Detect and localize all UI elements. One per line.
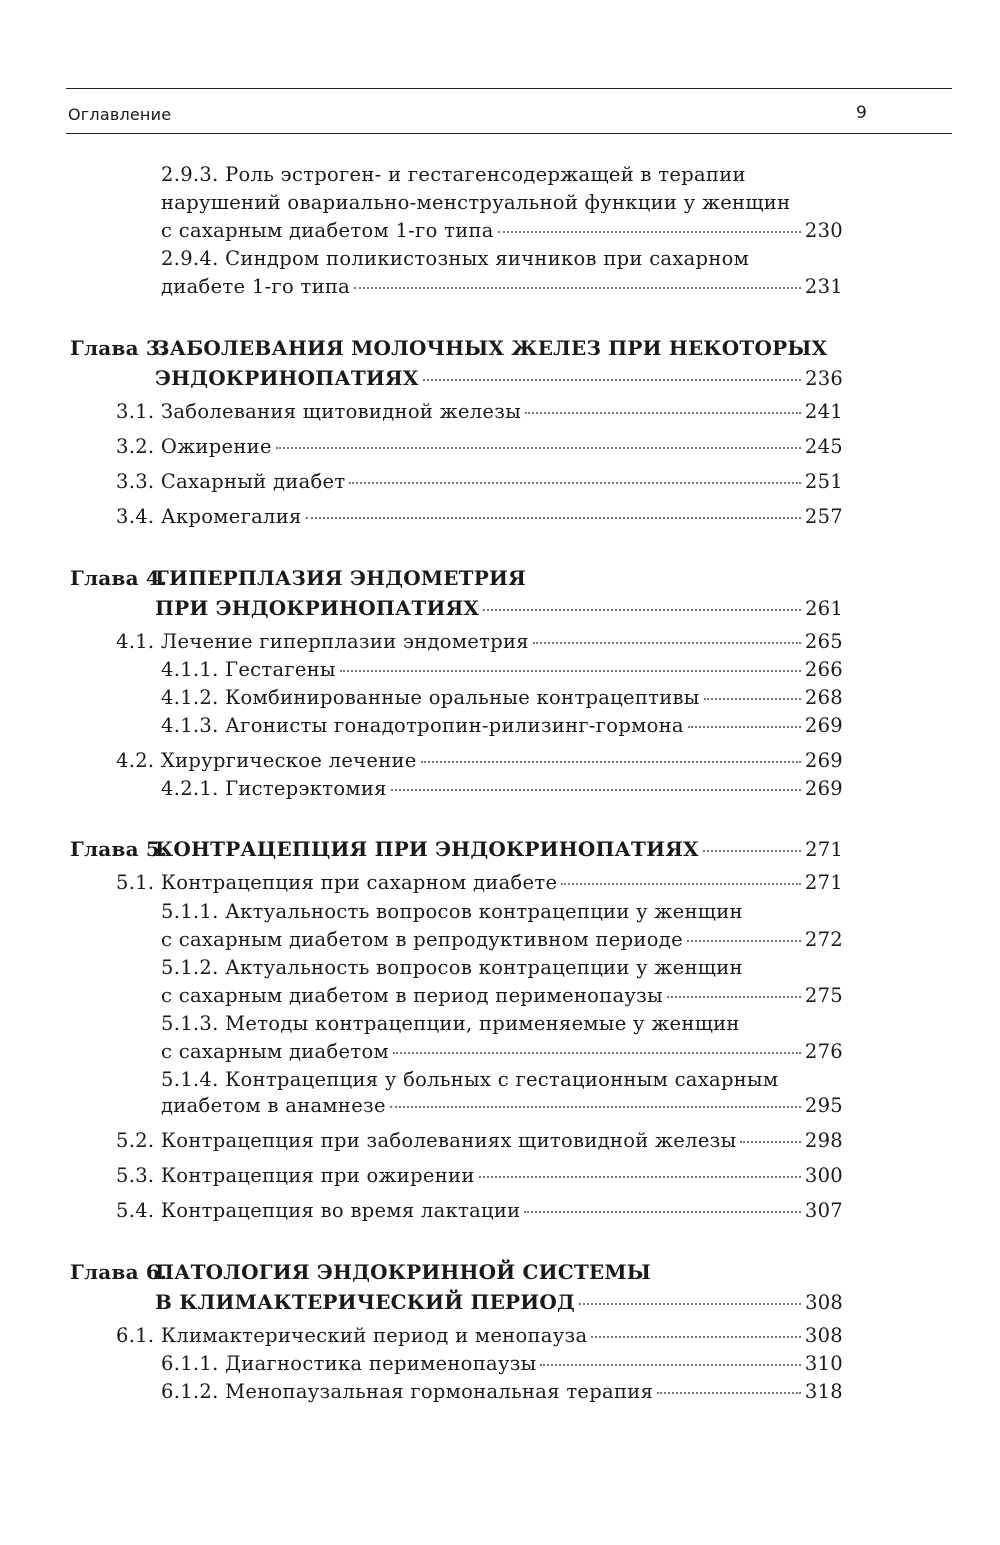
- leader-dots: [657, 1392, 801, 1394]
- toc-entry-text: диабете 1-го типа: [161, 275, 351, 298]
- toc-page: 298: [804, 1129, 843, 1152]
- leader-dots: [393, 1052, 801, 1054]
- toc-entry-5-1-3-line1: 5.1.3. Методы контрацепции, применяемые у женщин: [161, 1012, 740, 1035]
- leader-dots: [687, 940, 801, 942]
- leader-dots: [340, 670, 801, 672]
- toc-entry-text: с сахарным диабетом 1-го типа: [161, 219, 494, 242]
- toc-page: 245: [804, 435, 843, 458]
- toc-entry-text: ЭНДОКРИНОПАТИЯХ: [155, 366, 419, 390]
- toc-page: 308: [804, 1324, 843, 1347]
- toc-entry-5-1-2[interactable]: [161, 984, 843, 1012]
- chapter-6-entry[interactable]: [155, 1290, 843, 1318]
- toc-entry-2-9-3-line1: 2.9.3. Роль эстроген- и гестагенсодержащей в терапии: [161, 163, 746, 186]
- toc-entry-4-1[interactable]: [116, 630, 843, 658]
- toc-page: 231: [804, 275, 843, 298]
- toc-entry-text: 3.4. Акромегалия: [116, 505, 302, 528]
- chapter-4-entry[interactable]: [155, 596, 843, 624]
- toc-entry-6-1-2[interactable]: [161, 1380, 843, 1408]
- toc-entry-text: В КЛИМАКТЕРИЧЕСКИЙ ПЕРИОД: [155, 1290, 575, 1314]
- running-header-title: Оглавление: [68, 105, 172, 124]
- toc-entry-2-9-4-line1: 2.9.4. Синдром поликистозных яичников при сахарном: [161, 247, 750, 270]
- toc-entry-6-1-1[interactable]: [161, 1352, 843, 1380]
- leader-dots: [591, 1336, 801, 1338]
- toc-page: 275: [804, 984, 843, 1007]
- chapter-5-label: Глава 5.: [70, 837, 168, 861]
- toc-entry-text: 4.1.3. Агонисты гонадотропин-рилизинг-гормона: [161, 714, 684, 737]
- toc-entry-5-1-1-line1: 5.1.1. Актуальность вопросов контрацепции у женщин: [161, 900, 743, 923]
- toc-entry-text: КОНТРАЦЕПЦИЯ ПРИ ЭНДОКРИНОПАТИЯХ: [155, 837, 699, 861]
- leader-dots: [276, 447, 801, 449]
- toc-entry-2-9-4[interactable]: [161, 275, 843, 303]
- leader-dots: [540, 1364, 800, 1366]
- toc-entry-4-2[interactable]: [116, 749, 843, 777]
- toc-entry-text: 3.3. Сахарный диабет: [116, 470, 346, 493]
- toc-entry-text: 3.1. Заболевания щитовидной железы: [116, 400, 522, 423]
- toc-page: 271: [804, 871, 843, 894]
- toc-entry-5-2[interactable]: [116, 1129, 843, 1157]
- toc-entry-3-4[interactable]: [116, 505, 843, 533]
- toc-entry-4-1-1[interactable]: [161, 658, 843, 686]
- toc-entry-5-1-1[interactable]: [161, 928, 843, 956]
- toc-page: 276: [804, 1040, 843, 1063]
- toc-entry-text: 6.1. Климактерический период и менопауза: [116, 1324, 588, 1347]
- toc-entry-text: диабетом в анамнезе: [161, 1094, 386, 1117]
- toc-entry-5-1-3[interactable]: [161, 1040, 843, 1068]
- toc-entry-3-1[interactable]: [116, 400, 843, 428]
- chapter-4-label: Глава 4.: [70, 566, 168, 590]
- toc-page: 251: [804, 470, 843, 493]
- leader-dots: [421, 761, 801, 763]
- chapter-3-label: Глава 3.: [70, 336, 168, 360]
- leader-dots: [483, 609, 801, 611]
- toc-entry-text: 5.1. Контрацепция при сахарном диабете: [116, 871, 558, 894]
- toc-page: 265: [804, 630, 843, 653]
- toc-entry-3-3[interactable]: [116, 470, 843, 498]
- toc-page: 269: [804, 749, 843, 772]
- leader-dots: [688, 726, 801, 728]
- toc-entry-text: 4.1.2. Комбинированные оральные контрацептивы: [161, 686, 700, 709]
- leader-dots: [533, 642, 801, 644]
- toc-page: 269: [804, 714, 843, 737]
- leader-dots: [667, 996, 801, 998]
- toc-page: 318: [804, 1380, 843, 1403]
- header-bottom-rule: [66, 133, 952, 134]
- toc-page: 266: [804, 658, 843, 681]
- toc-entry-5-4[interactable]: [116, 1199, 843, 1227]
- leader-dots: [354, 287, 801, 289]
- toc-entry-text: 5.3. Контрацепция при ожирении: [116, 1164, 475, 1187]
- toc-entry-4-1-2[interactable]: [161, 686, 843, 714]
- header-top-rule: [66, 88, 952, 89]
- toc-page: 272: [804, 928, 843, 951]
- toc-entry-text: 3.2. Ожирение: [116, 435, 272, 458]
- toc-entry-2-9-3[interactable]: [161, 219, 843, 247]
- toc-entry-text: 5.4. Контрацепция во время лактации: [116, 1199, 521, 1222]
- toc-page: 230: [804, 219, 843, 242]
- toc-entry-text: 4.1. Лечение гиперплазии эндометрия: [116, 630, 529, 653]
- toc-entry-text: с сахарным диабетом в период перименопаузы: [161, 984, 663, 1007]
- leader-dots: [704, 698, 801, 700]
- toc-entry-text: с сахарным диабетом: [161, 1040, 389, 1063]
- leader-dots: [498, 231, 801, 233]
- leader-dots: [423, 379, 802, 381]
- page-number: 9: [856, 103, 867, 123]
- leader-dots: [740, 1141, 800, 1143]
- toc-entry-4-1-3[interactable]: [161, 714, 843, 742]
- leader-dots: [306, 517, 801, 519]
- toc-page: 295: [804, 1094, 843, 1117]
- leader-dots: [525, 412, 801, 414]
- toc-entry-5-3[interactable]: [116, 1164, 843, 1192]
- toc-entry-2-9-3-line2: нарушений овариально-менструальной функции у женщин: [161, 191, 791, 214]
- toc-page: 271: [805, 838, 843, 861]
- toc-page: 307: [804, 1199, 843, 1222]
- leader-dots: [391, 789, 801, 791]
- toc-page: 269: [804, 777, 843, 800]
- leader-dots: [561, 883, 801, 885]
- toc-entry-3-2[interactable]: [116, 435, 843, 463]
- leader-dots: [390, 1106, 801, 1108]
- toc-entry-5-1[interactable]: [116, 871, 843, 899]
- toc-entry-4-2-1[interactable]: [161, 777, 843, 805]
- chapter-6-label: Глава 6.: [70, 1260, 168, 1284]
- chapter-6-title-line1: ПАТОЛОГИЯ ЭНДОКРИННОЙ СИСТЕМЫ: [155, 1260, 651, 1284]
- toc-page: 310: [804, 1352, 843, 1375]
- leader-dots: [479, 1176, 801, 1178]
- chapter-4-title-line1: ГИПЕРПЛАЗИЯ ЭНДОМЕТРИЯ: [155, 566, 526, 590]
- toc-entry-text: 6.1.2. Менопаузальная гормональная терапия: [161, 1380, 654, 1403]
- toc-page: 300: [804, 1164, 843, 1187]
- leader-dots: [524, 1211, 800, 1213]
- toc-entry-text: 6.1.1. Диагностика перименопаузы: [161, 1352, 537, 1375]
- toc-entry-5-1-2-line1: 5.1.2. Актуальность вопросов контрацепции у женщин: [161, 956, 743, 979]
- toc-page: 308: [805, 1291, 843, 1314]
- leader-dots: [703, 850, 801, 852]
- toc-entry-text: ПРИ ЭНДОКРИНОПАТИЯХ: [155, 596, 480, 620]
- chapter-3-entry[interactable]: [155, 366, 843, 394]
- toc-entry-5-1-4[interactable]: [161, 1094, 843, 1122]
- toc-entry-5-1-4-line1: 5.1.4. Контрацепция у больных с гестационным сахарным: [161, 1068, 779, 1091]
- toc-page: 261: [805, 597, 843, 620]
- toc-entry-text: 4.1.1. Гестагены: [161, 658, 336, 681]
- chapter-5-entry[interactable]: [155, 837, 843, 865]
- toc-entry-text: 4.2. Хирургическое лечение: [116, 749, 417, 772]
- toc-entry-6-1[interactable]: [116, 1324, 843, 1352]
- toc-page: 241: [804, 400, 843, 423]
- leader-dots: [349, 482, 800, 484]
- leader-dots: [579, 1303, 801, 1305]
- toc-page: 257: [804, 505, 843, 528]
- toc-entry-text: с сахарным диабетом в репродуктивном периоде: [161, 928, 683, 951]
- toc-entry-text: 4.2.1. Гистерэктомия: [161, 777, 387, 800]
- toc-page: 268: [804, 686, 843, 709]
- toc-entry-text: 5.2. Контрацепция при заболеваниях щитовидной железы: [116, 1129, 737, 1152]
- chapter-3-title-line1: ЗАБОЛЕВАНИЯ МОЛОЧНЫХ ЖЕЛЕЗ ПРИ НЕКОТОРЫХ: [155, 336, 828, 360]
- toc-page: 236: [805, 367, 843, 390]
